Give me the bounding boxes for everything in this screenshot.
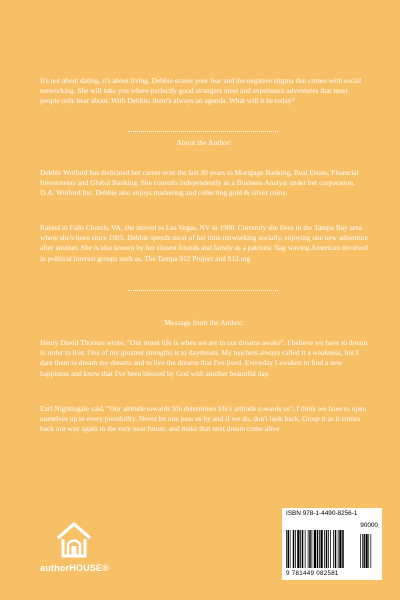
barcode-bar xyxy=(308,530,309,568)
publisher-logo xyxy=(40,520,120,582)
barcode-bar xyxy=(321,530,323,568)
barcode-addon-bar xyxy=(368,534,369,568)
barcode-bars xyxy=(286,530,378,568)
barcode-bar xyxy=(309,530,311,568)
about-author-heading: About the Author: xyxy=(176,138,232,147)
barcode-bar xyxy=(312,530,313,568)
dotted-divider xyxy=(128,290,278,291)
message-paragraph-2: Earl Nightingale said, "Our attitude towards life determines life's attitude towards us". I think we have to open ourselves up to every possibility. Never let one pass us by and if we do, don't look back. Grasp it as it comes back our way again in the very near future, and make that next dream come alive xyxy=(40,404,367,434)
about-author-paragraph-1: Debbie Wolford has dedicated her career over the last 30 years to Mortgage Banking, Real Estate, Financial Investments and Global Banking. She consults independently as a Business Analyst under her corporation, D.A. Wolford Inc. Debbie also enjoys marketing and collecting gold & silver coins. xyxy=(40,168,359,198)
barcode-bar xyxy=(333,530,334,568)
barcode-bar xyxy=(326,530,328,568)
barcode-bar xyxy=(330,530,331,568)
barcode-bar xyxy=(319,530,320,568)
intro-paragraph: It's not about dating, it's about living. Debbie erases your fear and the negative stigma that comes with social networking. She will take you where perfectly good strangers meet and experience adventures that most people only hear about. With Debbie, there's always an agenda. What will it be today? xyxy=(40,76,362,106)
barcode-bar xyxy=(328,530,329,568)
message-author-heading: Message from the Author: xyxy=(164,318,244,327)
barcode-bar xyxy=(297,530,299,568)
barcode-bar xyxy=(314,530,316,568)
barcode-bar xyxy=(339,530,341,568)
about-author-paragraph-2: Raised in Falls Church, VA, she moved to Las Vegas, NV in 1990. Currently she lives in the Tampa Bay area where she's been since 1995. Debbie spends most of her time networking socially, enjoying one new adventure after another. She is also known by her closest friends and family as a patriotic flag waving American involved in political interest groups such as, The Tampa 912 Project and 912.org xyxy=(40,223,369,263)
ean-number: 9 781449 082581 xyxy=(286,570,339,577)
barcode-bar xyxy=(295,530,296,568)
barcode-bar xyxy=(293,530,295,568)
isbn-number: ISBN 978-1-4490-8256-1 xyxy=(286,510,358,517)
dotted-divider xyxy=(128,131,278,132)
barcode-bar xyxy=(317,530,319,568)
barcode-bar xyxy=(324,530,325,568)
barcode-addon-bar xyxy=(364,534,365,568)
barcode-bar xyxy=(305,530,306,568)
barcode-bar xyxy=(290,530,291,568)
barcode-addon-bar xyxy=(362,534,363,568)
price-addon-code: 90000 xyxy=(360,522,378,529)
barcode-addon-bar xyxy=(360,534,361,568)
barcode-bar xyxy=(335,530,337,568)
barcode-addon-bar xyxy=(366,534,368,568)
barcode-bar xyxy=(342,530,344,568)
barcode-addon-bar xyxy=(371,534,372,568)
barcode-bar xyxy=(288,530,290,568)
message-paragraph-1: Henry David Thoreau wrote, "Our truest life is when we are in our dreams awake". I believe we have to dream in order to live. One of my greatest strengths is to daydream. My teachers always called it a weakness, but I dare them to dream my dreams and to live the dreams that I've lived. Everyday I awaken to find a new happiness and know that I've been blessed by God with another beautiful day. xyxy=(40,338,368,378)
barcode-bar xyxy=(338,530,339,568)
barcode-bar xyxy=(300,530,301,568)
authorhouse-logo-icon xyxy=(54,520,94,560)
isbn-barcode xyxy=(282,508,382,580)
barcode-bar xyxy=(286,530,287,568)
barcode-bar xyxy=(302,530,304,568)
publisher-name: authorHOUSE® xyxy=(40,563,110,573)
